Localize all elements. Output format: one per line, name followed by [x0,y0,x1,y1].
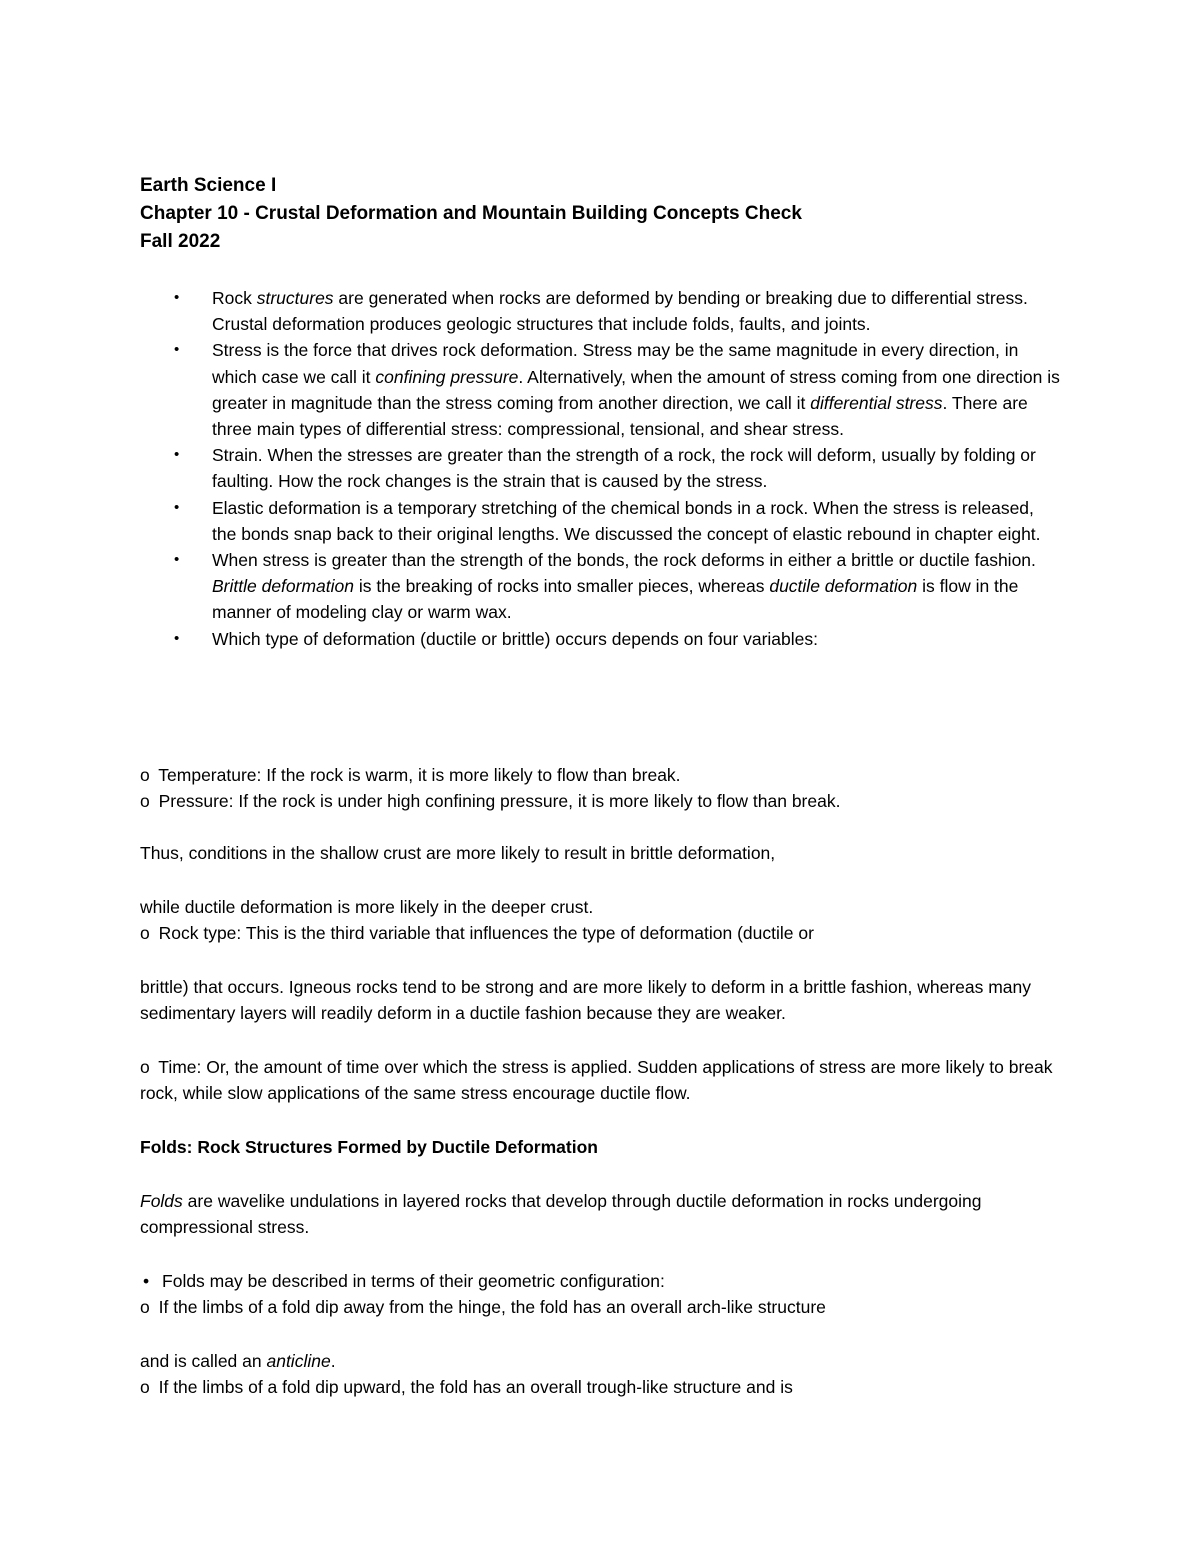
concept-bullet-item [140,547,1060,626]
paragraph-brittle: brittle) that occurs. Igneous rocks tend to be strong and are more likely to deform in a brittle fashion, whereas many sedimentary layers will readily deform in a ductile fashion because they are weaker. [140,977,1031,1023]
concept-bullet-item [140,337,1060,442]
bullet-marker: • [174,446,180,464]
document-header [140,172,1080,256]
small-bullet-marker: • [143,1271,150,1291]
sub-item-pressure [140,788,1080,814]
concept-bullet-item [140,442,1060,494]
emphasized-term: differential stress [810,392,943,413]
folds-description-bullet [140,1268,1080,1294]
bullet-marker: • [174,341,180,359]
bullet-text: Rock [212,288,257,308]
bullet-text: Strain. When the stresses are greater than the strength of a rock, the rock will deform, usually by folding or faulting. How the rock changes is the strain that is caused by the stress. [212,445,1036,492]
sub-item-text: Time: Or, the amount of time over which the stress is applied. Sudden applications of stress are more likely to break rock, while slow applications of the same stress encourage ductile flow. [140,1057,1053,1103]
emphasized-term: Brittle deformation [212,576,355,597]
sub-item-text: Pressure: If the rock is under high confining pressure, it is more likely to flow than break. [158,791,841,811]
anticline-pre-text: and is called an [140,1351,267,1371]
sub-item-limbs-away [140,1294,1080,1320]
paragraph-thus: Thus, conditions in the shallow crust are more likely to result in brittle deformation, [140,843,776,863]
paragraph-while: while ductile deformation is more likely in the deeper crust. [140,897,594,917]
folds-heading: Folds: Rock Structures Formed by Ductile Deformation [140,1137,598,1157]
folds-definition [140,1188,1080,1240]
bullet-text: is the breaking of rocks into smaller pieces, whereas [354,576,770,597]
sub-item-temperature [140,762,1080,788]
course-title: Earth Science I [140,175,277,196]
concept-bullet-list [140,285,1060,652]
sub-item-time [140,1054,1080,1106]
folds-term: Folds [140,1191,183,1211]
sub-item-marker: o [140,1297,150,1317]
bullet-text: When stress is greater than the strength of the bonds, the rock deforms in either a brittle or ductile fashion. [212,550,1036,571]
sub-item-rock-type [140,920,1080,946]
sub-item-limbs-up [140,1374,1080,1400]
bullet-text: . Alternatively, when the amount of stress coming from one direction is greater in magnitude than the stress coming from another direction, we call it [212,366,1060,413]
bullet-text: Which type of deformation (ductile or brittle) occurs depends on four variables: [212,628,818,649]
bullet-text: Elastic deformation is a temporary stretching of the chemical bonds in a rock. When the stress is released, the bonds snap back to their original lengths. We discussed the concept of elastic rebound in chapter eight. [212,497,1041,544]
folds-description-text: Folds may be described in terms of their geometric configuration: [162,1271,665,1291]
sub-item-text: If the limbs of a fold dip away from the hinge, the fold has an overall arch-like structure [158,1297,826,1317]
emphasized-term: confining pressure [375,366,519,387]
bullet-marker: • [174,551,180,569]
bullet-marker: • [174,498,180,516]
emphasized-term: ductile deformation [769,576,918,597]
bullet-text: . There are three main types of differential stress: compressional, tensional, and shear stress. [212,392,1028,440]
sub-item-text: Rock type: This is the third variable that influences the type of deformation (ductile or [158,923,814,943]
term-label: Fall 2022 [140,231,221,252]
sub-item-text: Temperature: If the rock is warm, it is more likely to flow than break. [158,765,681,785]
folds-definition-text: are wavelike undulations in layered rocks that develop through ductile deformation in rocks undergoing compressional stress. [140,1191,982,1237]
bullet-marker: • [174,629,180,647]
concept-bullet-item [140,285,1060,337]
chapter-title: Chapter 10 - Crustal Deformation and Mountain Building Concepts Check [140,203,802,224]
bullet-text: are generated when rocks are deformed by bending or breaking due to differential stress. Crustal deformation produces geologic structures that include folds, faults, and joints. [212,288,1028,335]
concept-bullet-item [140,626,1060,652]
anticline-line [140,1348,1080,1374]
bullet-text: Stress is the force that drives rock deformation. Stress may be the same magnitude in every direction, in which case we call it [212,340,1019,387]
concept-bullet-item [140,495,1060,547]
sub-item-marker: o [140,1377,150,1397]
sub-item-marker: o [140,923,150,943]
anticline-term: anticline [266,1351,331,1371]
emphasized-term: structures [256,288,334,308]
bullet-marker: • [174,289,180,306]
bullet-text: is flow in the manner of modeling clay or warm wax. [212,576,1019,623]
sub-item-marker: o [140,1057,150,1077]
sub-item-marker: o [140,765,150,785]
anticline-post-text: . [330,1351,336,1371]
sub-item-text: If the limbs of a fold dip upward, the fold has an overall trough-like structure and is [158,1377,793,1397]
sub-item-marker: o [140,791,150,811]
